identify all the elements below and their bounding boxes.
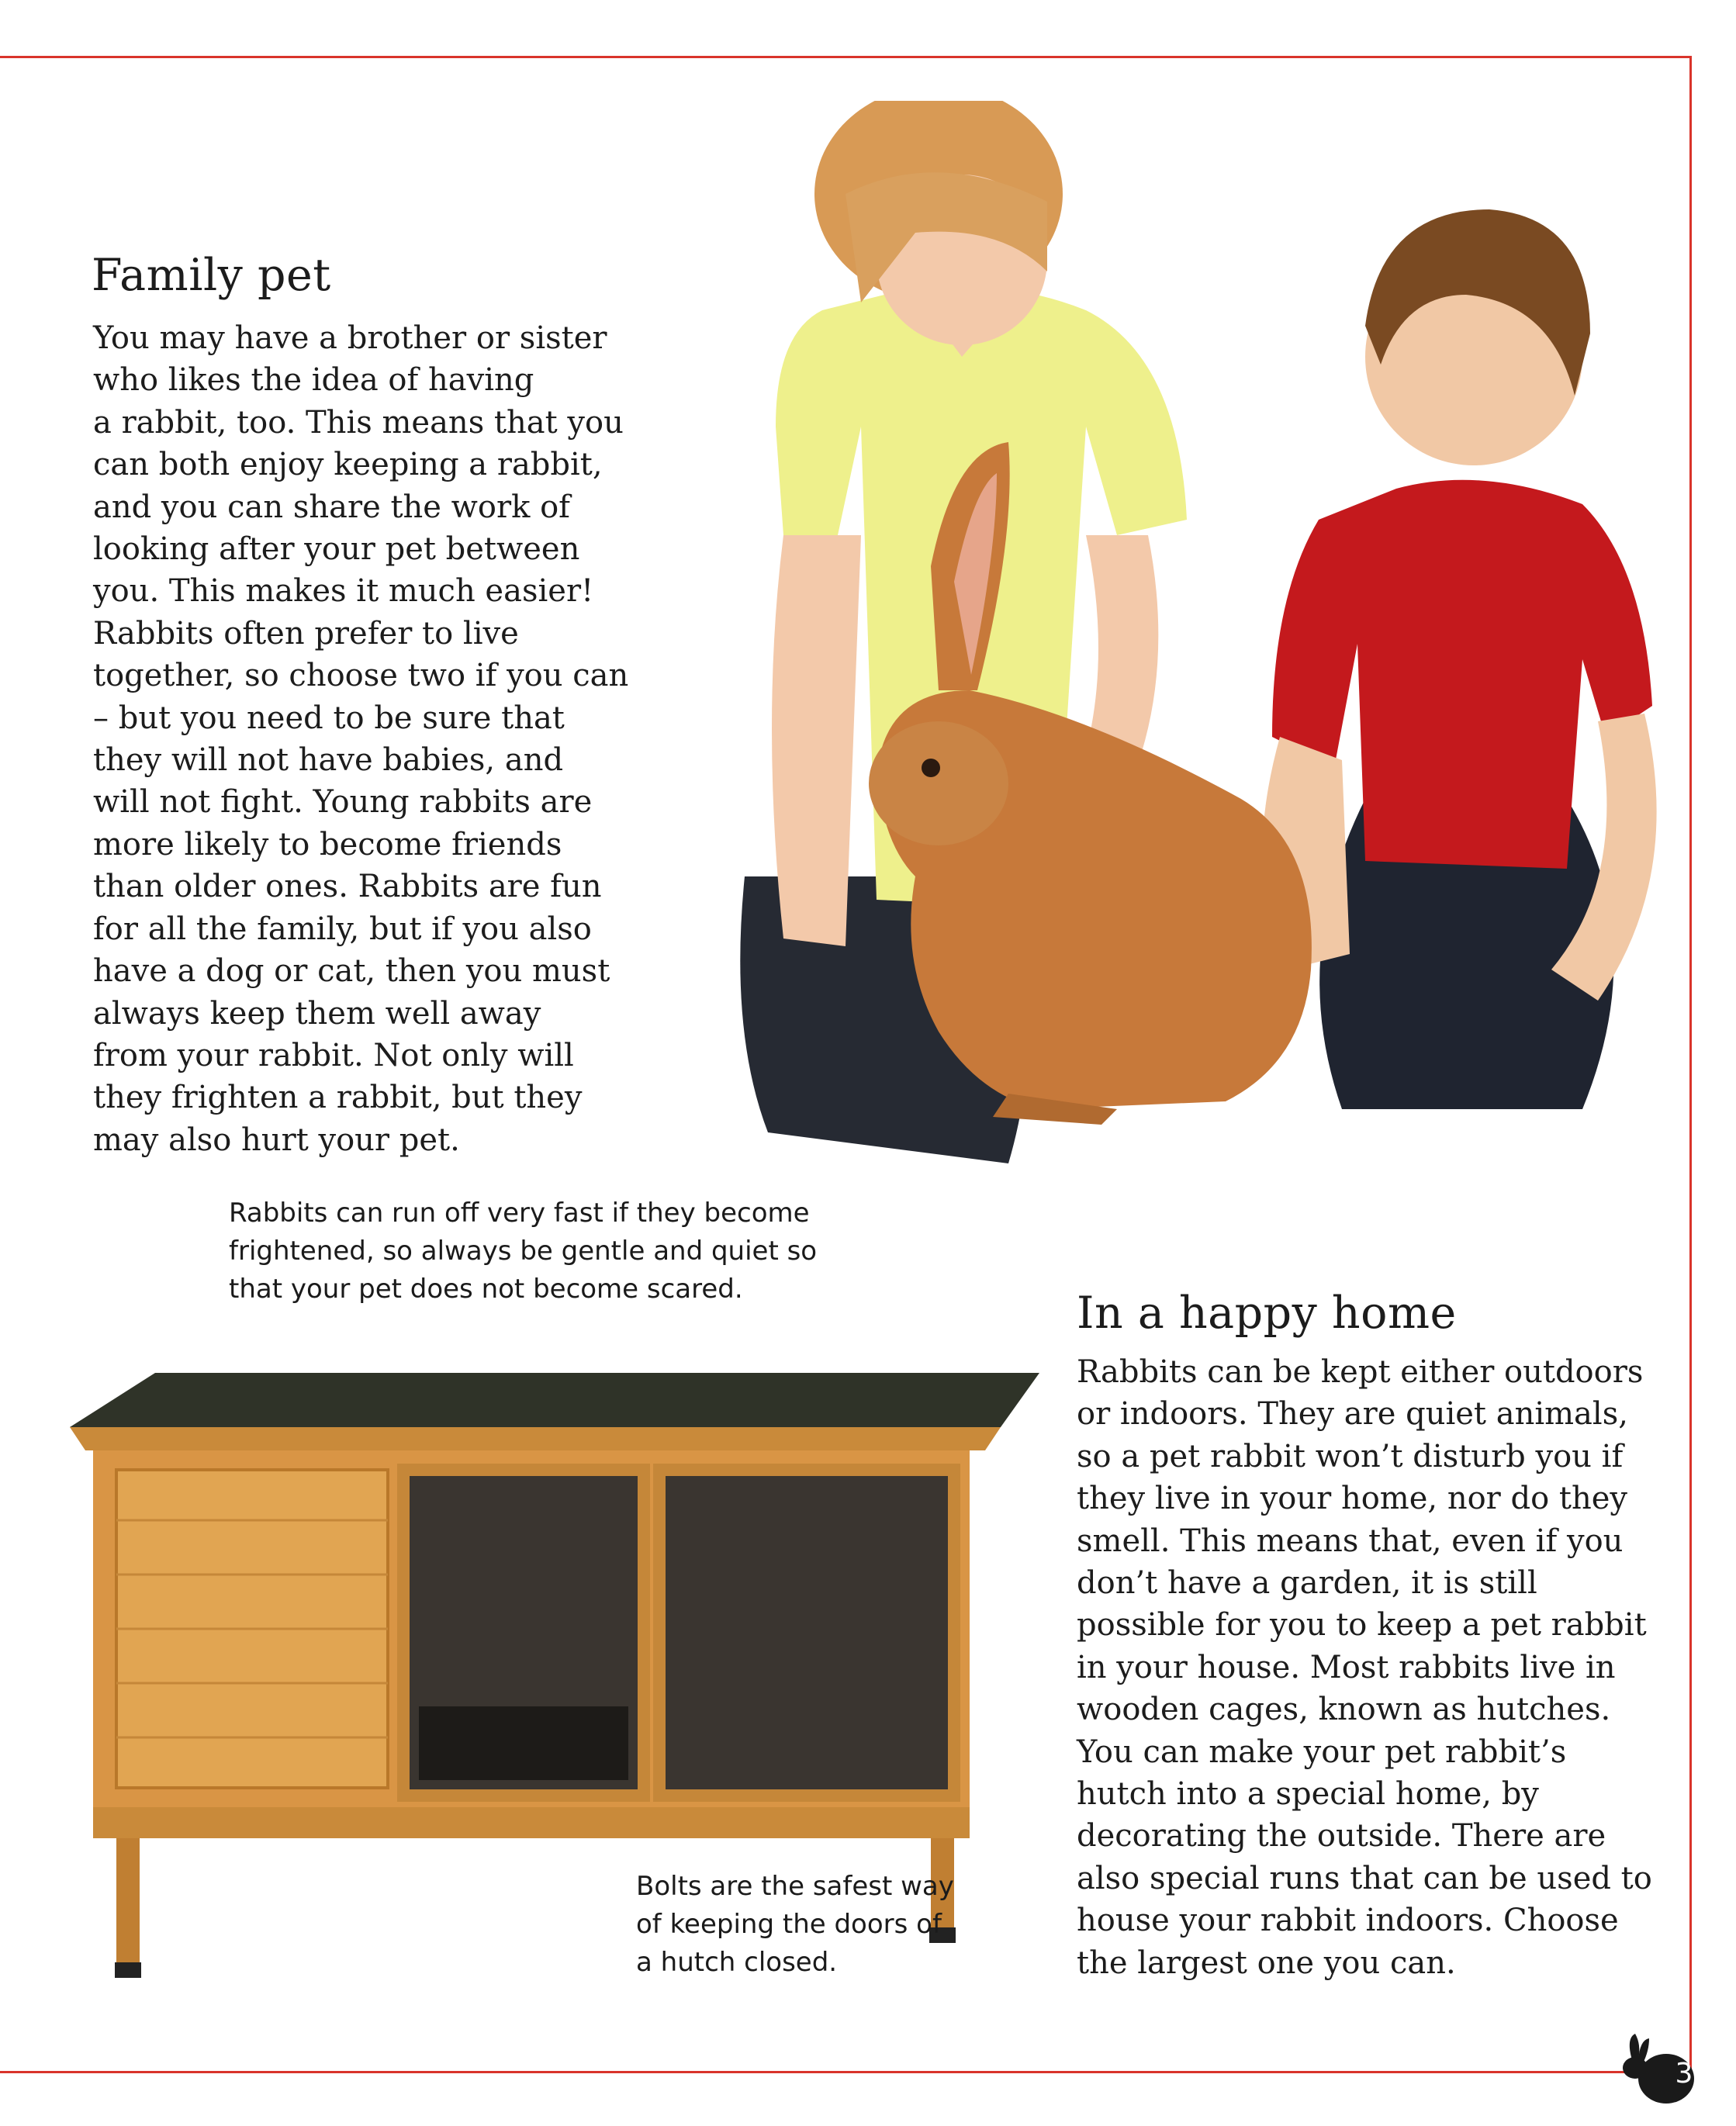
page-number: 3 (1675, 2058, 1693, 2090)
page-frame-top (0, 56, 1691, 58)
boy-figure (1262, 209, 1656, 1109)
family-pet-heading: Family pet (92, 250, 331, 301)
children-with-rabbit-photo (683, 101, 1683, 1218)
happy-home-body: Rabbits can be kept either outdoors or indoors. They are quiet animals, so a pet rabbit won’t disturb you if they live in your home, nor do they smell. This means that, even if you don’t have a garden, it is still possible for you to keep a pet rabbit in your house. Most rabbits live in wooden cages, known as hutches. You can make your pet rabbit’s hutch into a special home, by decorating the outside. There are also special runs that can be used to house your rabbit indoors. Choose the largest one you can. (1077, 1354, 1652, 1981)
happy-home-heading: In a happy home (1077, 1288, 1457, 1339)
family-pet-body: You may have a brother or sister who likes the idea of having a rabbit, too. This means that you can both enjoy keeping a rabbit, and you can share the work of looking after your pet between you. This makes it much easier! Rabbits often prefer to live together, so choose two if you can – but you need to be sure that they will not have babies, and will not fight. Young rabbits are more likely to become friends than older ones. Rabbits are fun for all the family, but if you also have a dog or cat, then you must always keep them well away from your rabbit. Not only will they frighten a rabbit, but they may also hurt your pet. (93, 320, 629, 1158)
page-frame-right (1689, 56, 1692, 2072)
page-frame-bottom (0, 2071, 1692, 2073)
hutch-photo-caption: Bolts are the safest way of keeping the doors of a hutch closed. (636, 1871, 954, 1978)
rabbit-photo-caption: Rabbits can run off very fast if they become frightened, so always be gentle and quiet so that your pet does not become scared. (229, 1198, 818, 1305)
